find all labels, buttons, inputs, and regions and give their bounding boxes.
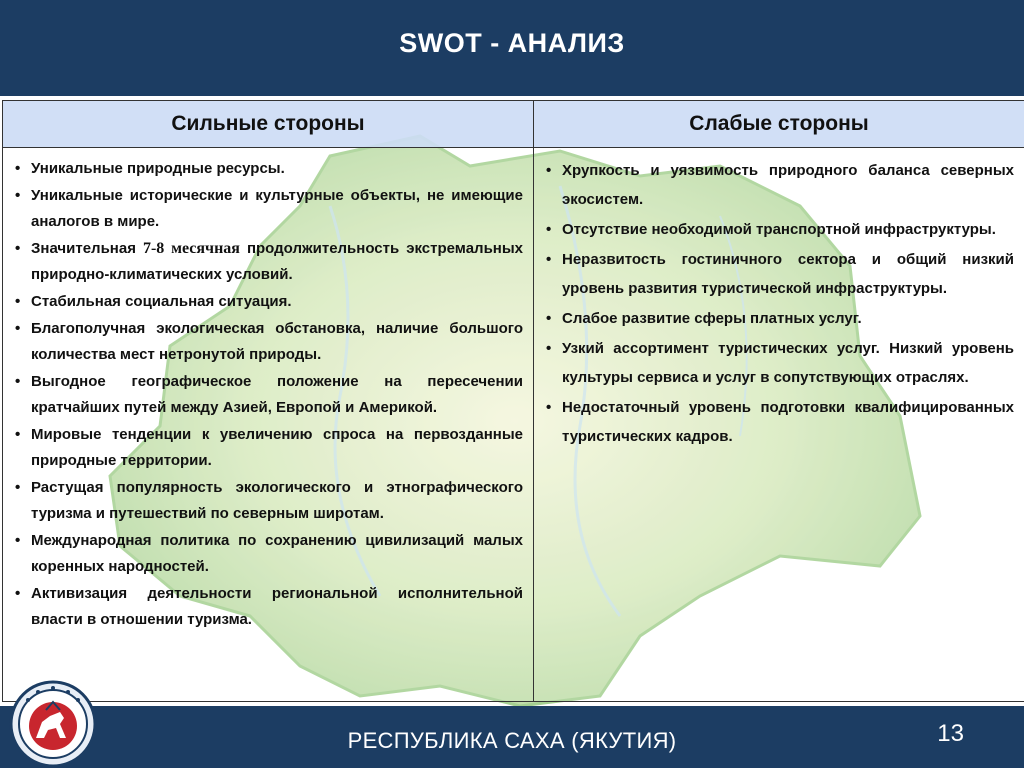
strength-item: • Растущая популярность экологического и этнографического туризма и путешествий по северным широтам. [13,475,523,527]
sakha-emblem-icon [8,680,98,768]
weakness-item: • Узкий ассортимент туристических услуг. Низкий уровень культуры сервиса и услуг в сопутствующих отраслях. [544,334,1014,392]
strength-item-prefix: Значительная [31,240,143,257]
weakness-item: • Хрупкость и уязвимость природного баланса северных экосистем. [544,156,1014,214]
strength-item: • Выгодное географическое положение на пересечении кратчайших путей между Азией, Европой и Америкой. [13,369,523,421]
slide-footer [0,706,1024,768]
strengths-list [13,156,523,633]
strength-item: • Уникальные исторические и культурные объекты, не имеющие аналогов в мире. [13,183,523,235]
strength-item: • Международная политика по сохранению цивилизаций малых коренных народностей. [13,528,523,580]
strengths-heading: Сильные стороны [3,101,534,148]
weaknesses-heading: Слабые стороны [534,101,1024,148]
strength-item: • Мировые тенденции к увеличению спроса на первозданные природные территории. [13,422,523,474]
strength-item: • Уникальные природные ресурсы. [13,156,523,182]
weaknesses-cell [534,148,1024,702]
weaknesses-list [544,156,1014,451]
footer-region-name: РЕСПУБЛИКА САХА (ЯКУТИЯ) [347,728,677,753]
strength-item: • Благополучная экологическая обстановка, наличие большого количества мест нетронутой природы. [13,316,523,368]
strength-item: • Стабильная социальная ситуация. [13,289,523,315]
slide-header [0,0,1024,92]
strength-item [13,236,523,288]
swot-table [2,100,1024,702]
strength-item-suffix: продолжительность экстремальных природно-климатических условий. [31,240,523,283]
page-number: 13 [937,720,964,747]
strength-item: • Активизация деятельности региональной исполнительной власти в отношении туризма. [13,581,523,633]
weakness-item: • Слабое развитие сферы платных услуг. [544,304,1014,333]
strengths-cell [3,148,534,702]
weakness-item: • Недостаточный уровень подготовки квалифицированных туристических кадров. [544,393,1014,451]
weakness-item: • Отсутствие необходимой транспортной инфраструктуры. [544,215,1014,244]
weakness-item: • Неразвитость гостиничного сектора и общий низкий уровень развития туристической инфраструктуры. [544,245,1014,303]
strength-item-highlight: 7-8 месячная [142,240,240,257]
slide-title: SWOT - АНАЛИЗ [399,27,625,58]
